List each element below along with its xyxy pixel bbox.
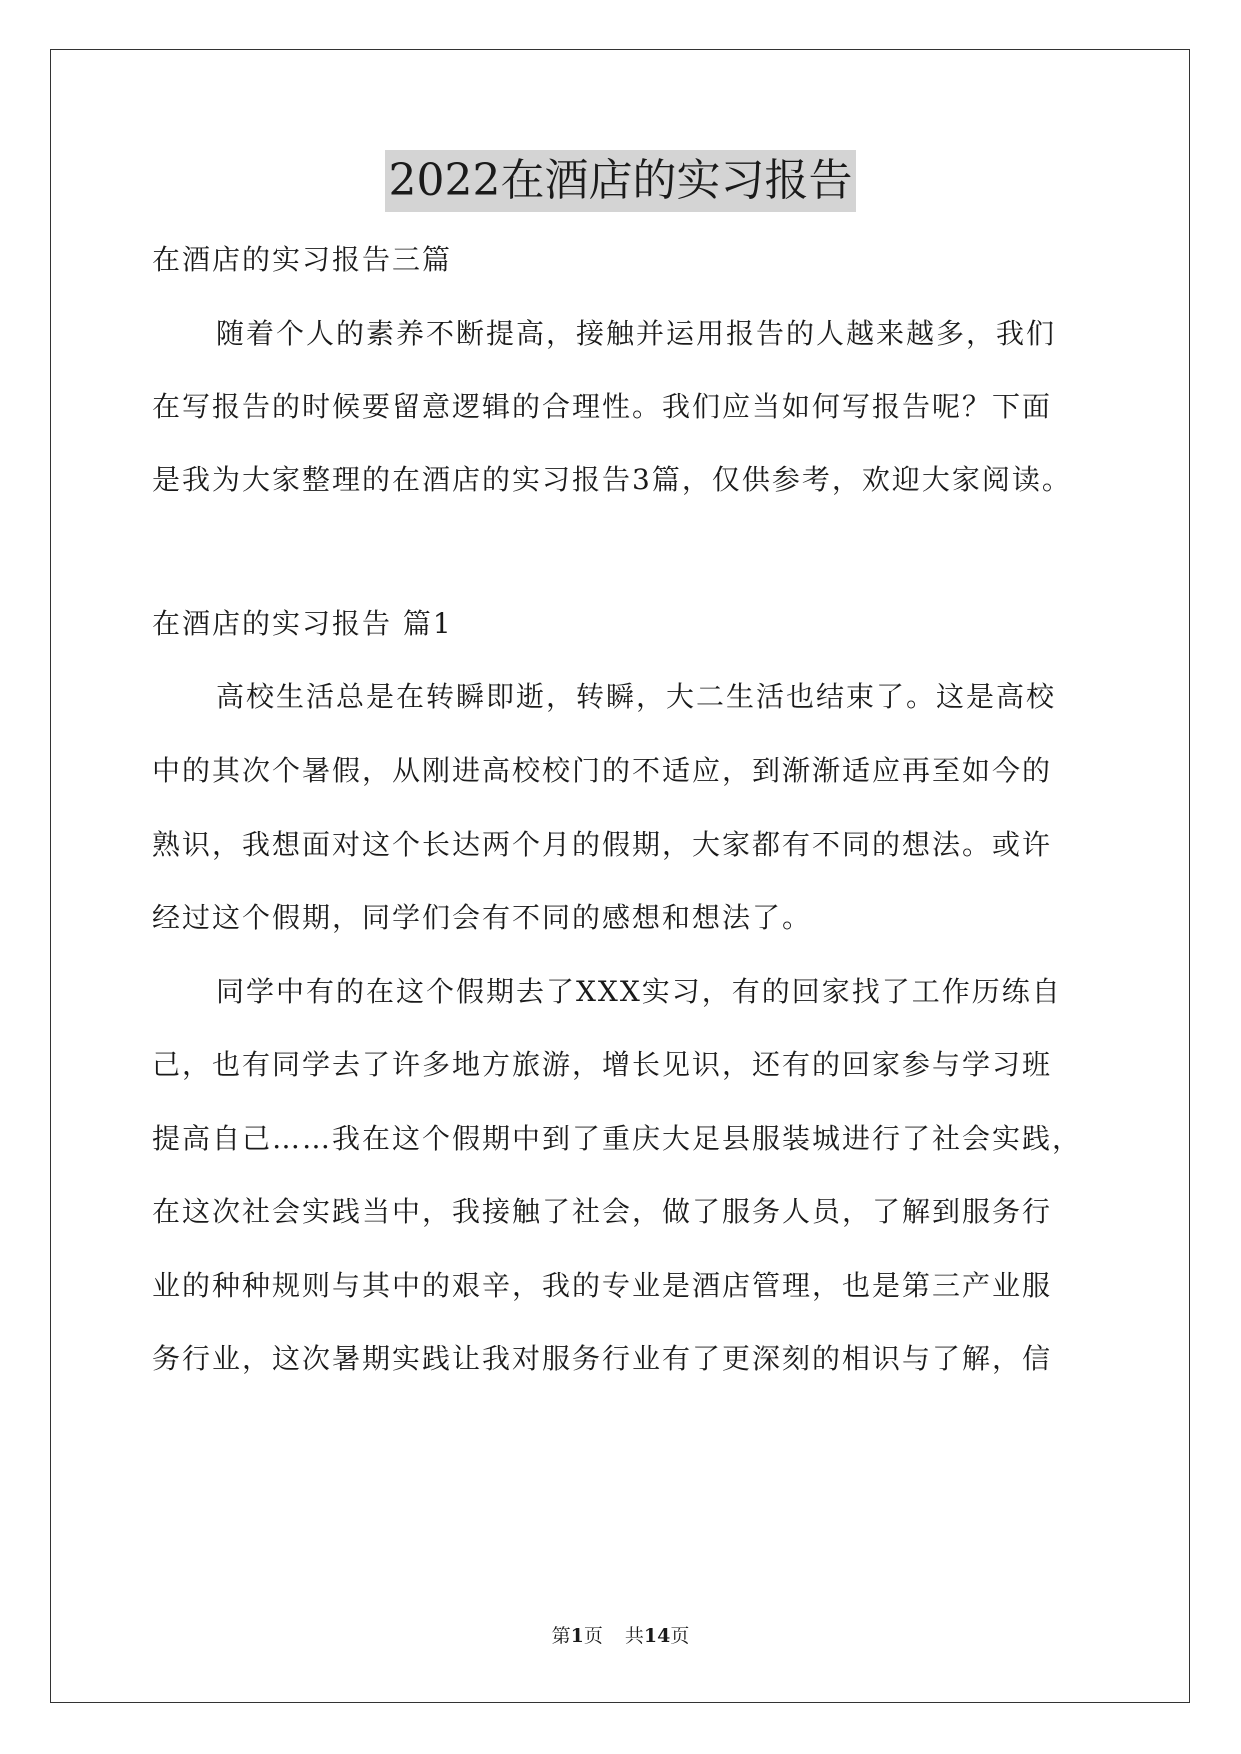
page-suffix: 页: [583, 1625, 603, 1647]
paragraph-line: 同学中有的在这个假期去了XXX实习，有的回家找了工作历练自: [216, 975, 1062, 1008]
paragraph-line: 熟识，我想面对这个长达两个月的假期，大家都有不同的想法。或许: [152, 828, 1053, 861]
paragraph-line: 在这次社会实践当中，我接触了社会，做了服务人员，了解到服务行: [152, 1195, 1053, 1228]
paragraph-line: 务行业，这次暑期实践让我对服务行业有了更深刻的相识与了解，信: [152, 1342, 1053, 1375]
section-heading: 在酒店的实习报告 篇1: [152, 607, 453, 640]
document-title: 2022在酒店的实习报告: [385, 150, 857, 212]
intro-line: 随着个人的素养不断提高，接触并运用报告的人越来越多，我们: [216, 317, 1057, 350]
total-pages: 14: [643, 1625, 671, 1647]
paragraph-line: 业的种种规则与其中的艰辛，我的专业是酒店管理，也是第三产业服: [152, 1269, 1053, 1302]
page-prefix: 第: [551, 1625, 571, 1647]
page-border: [50, 49, 1190, 1703]
paragraph-line: 中的其次个暑假，从刚进高校校门的不适应，到渐渐适应再至如今的: [152, 754, 1053, 787]
paragraph-line: 己，也有同学去了许多地方旅游，增长见识，还有的回家参与学习班: [152, 1048, 1053, 1081]
title-container: [0, 150, 1241, 212]
paragraph-line: 高校生活总是在转瞬即逝，转瞬，大二生活也结束了。这是高校: [216, 680, 1057, 713]
page-footer: [0, 1623, 1241, 1649]
total-prefix: 共: [624, 1625, 644, 1647]
paragraph-line: 提高自己……我在这个假期中到了重庆大足县服装城进行了社会实践，: [152, 1122, 1083, 1155]
subtitle: 在酒店的实习报告三篇: [152, 243, 453, 276]
intro-line: 在写报告的时候要留意逻辑的合理性。我们应当如何写报告呢？下面: [152, 390, 1053, 423]
paragraph-line: 经过这个假期，同学们会有不同的感想和想法了。: [152, 901, 813, 934]
page-number: 1: [570, 1625, 584, 1647]
intro-line: 是我为大家整理的在酒店的实习报告3篇，仅供参考，欢迎大家阅读。: [152, 463, 1072, 496]
total-suffix: 页: [670, 1625, 690, 1647]
